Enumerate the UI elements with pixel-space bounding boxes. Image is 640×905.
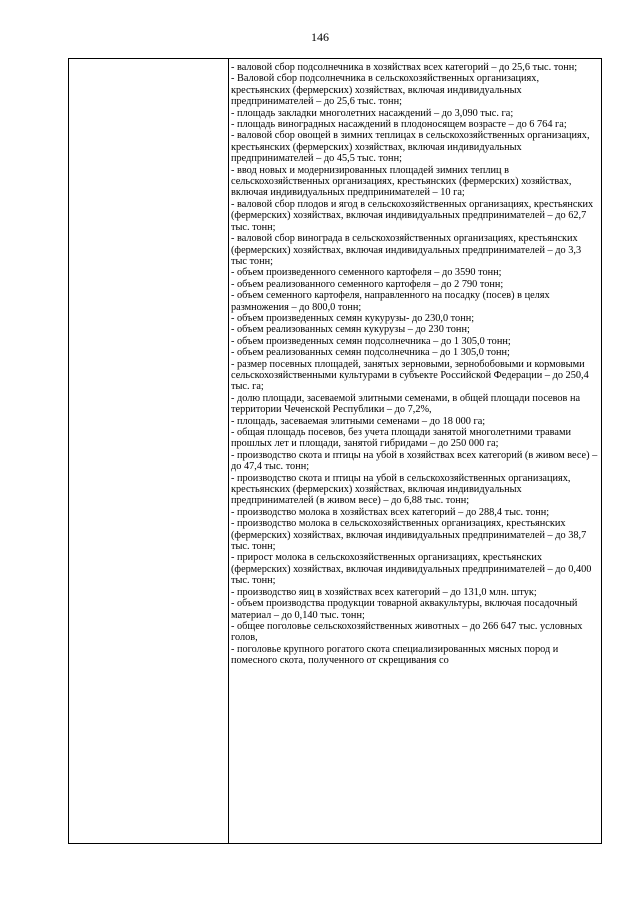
list-item: - общая площадь посевов, без учета площади занятой многолетними травами прошлых лет и площади, занятой гибридами – до 250 000 га; — [231, 427, 571, 450]
list-item: - производство яиц в хозяйствах всех категорий – до 131,0 млн. штук; — [231, 586, 537, 598]
list-item: - объем производства продукции товарной аквакультуры, включая посадочный материал – до 0,140 тыс. тонн; — [231, 598, 578, 621]
page-number: 146 — [311, 30, 329, 44]
list-item: - объем реализованного семенного картофеля – до 2 790 тонн; — [231, 278, 504, 290]
list-item: - объем произведенных семян кукурузы- до 230,0 тонн; — [231, 312, 475, 324]
list-item: - производство скота и птицы на убой в хозяйствах всех категорий (в живом весе) – до 47,4 тыс. тонн; — [231, 449, 598, 473]
list-item: - валовой сбор плодов и ягод в сельскохозяйственных организациях, крестьянских (фермерских) хозяйствах, включая индивидуальных предпринимателей – до 62,7 тыс. тонн; — [231, 198, 594, 233]
list-item: - площадь виноградных насаждений в плодоносящем возрасте – до 6 764 га; — [231, 119, 567, 131]
list-item: - объем реализованных семян кукурузы – до 230 тонн; — [231, 324, 470, 336]
list-item: - объем семенного картофеля, направленного на посадку (посев) в целях размножения – до 800,0 тонн; — [231, 290, 550, 313]
list-item: - площадь, засеваемая элитными семенами – до 18 000 га; — [231, 415, 486, 427]
list-item: - валовой сбор винограда в сельскохозяйственных организациях, крестьянских (фермерских) хозяйствах, включая индивидуальных предпринимателей – до 3,3 тыс тонн; — [231, 233, 582, 267]
list-item: - производство скота и птицы на убой в сельскохозяйственных организациях, крестьянских (фермерских) хозяйствах, включая индивидуальных предпринимателей (в живом весе) – до 6,88 тыс. тонн; — [231, 472, 571, 507]
document-table — [68, 58, 602, 844]
list-item: - Валовой сбор подсолнечника в сельскохозяйственных организациях, крестьянских (фермерских) хозяйствах, включая индивидуальных предпринимателей – до 25,6 тыс. тонн; — [231, 73, 540, 108]
list-item: - поголовье крупного рогатого скота специализированных мясных пород и помесного скота, полученного от скрещивания со — [231, 643, 559, 667]
list-item: - объем произведенных семян подсолнечника – до 1 305,0 тонн; — [231, 335, 511, 347]
list-item: - производство молока в сельскохозяйственных организациях, крестьянских (фермерских) хозяйствах, включая индивидуальных предпринимателей – до 38,7 тыс. тонн; — [231, 518, 587, 553]
list-item: - размер посевных площадей, занятых зерновыми, зернобобовыми и кормовыми сельскохозяйственными культурами в субъекте Российской Федерации – до 250,4 тыс. га; — [231, 358, 589, 393]
list-item: - прирост молока в сельскохозяйственных организациях, крестьянских (фермерских) хозяйствах, включая индивидуальных предпринимателей – до 0,400 тыс. тонн; — [231, 552, 592, 587]
list-item: - долю площади, засеваемой элитными семенами, в общей площади посевов на территории Чеченской Республики – до 7,2%, — [231, 392, 581, 416]
list-item: - производство молока в хозяйствах всех категорий – до 288,4 тыс. тонн; — [231, 506, 550, 518]
table-right-cell — [229, 62, 599, 667]
list-item: - валовой сбор овощей в зимних теплицах в сельскохозяйственных организациях, крестьянских (фермерских) хозяйствах, включая индивидуальных предпринимателей – до 45,5 тыс. тонн; — [231, 130, 590, 165]
list-item: - ввод новых и модернизированных площадей зимних теплиц в сельскохозяйственных организациях, крестьянских (фермерских) хозяйствах, включая индивидуальных предпринимателей – 10 га; — [231, 164, 572, 199]
list-item: - общее поголовье сельскохозяйственных животных – до 266 647 тыс. условных голов, — [231, 620, 583, 644]
list-item: - площадь закладки многолетних насаждений – до 3,090 тыс. га; — [231, 107, 514, 119]
list-item: - валовой сбор подсолнечника в хозяйствах всех категорий – до 25,6 тыс. тонн; — [231, 62, 578, 73]
table-left-cell — [69, 59, 228, 843]
list-item: - объем произведенного семенного картофеля – до 3590 тонн; — [231, 267, 502, 279]
list-item: - объем реализованных семян подсолнечника – до 1 305,0 тонн; — [231, 347, 510, 359]
